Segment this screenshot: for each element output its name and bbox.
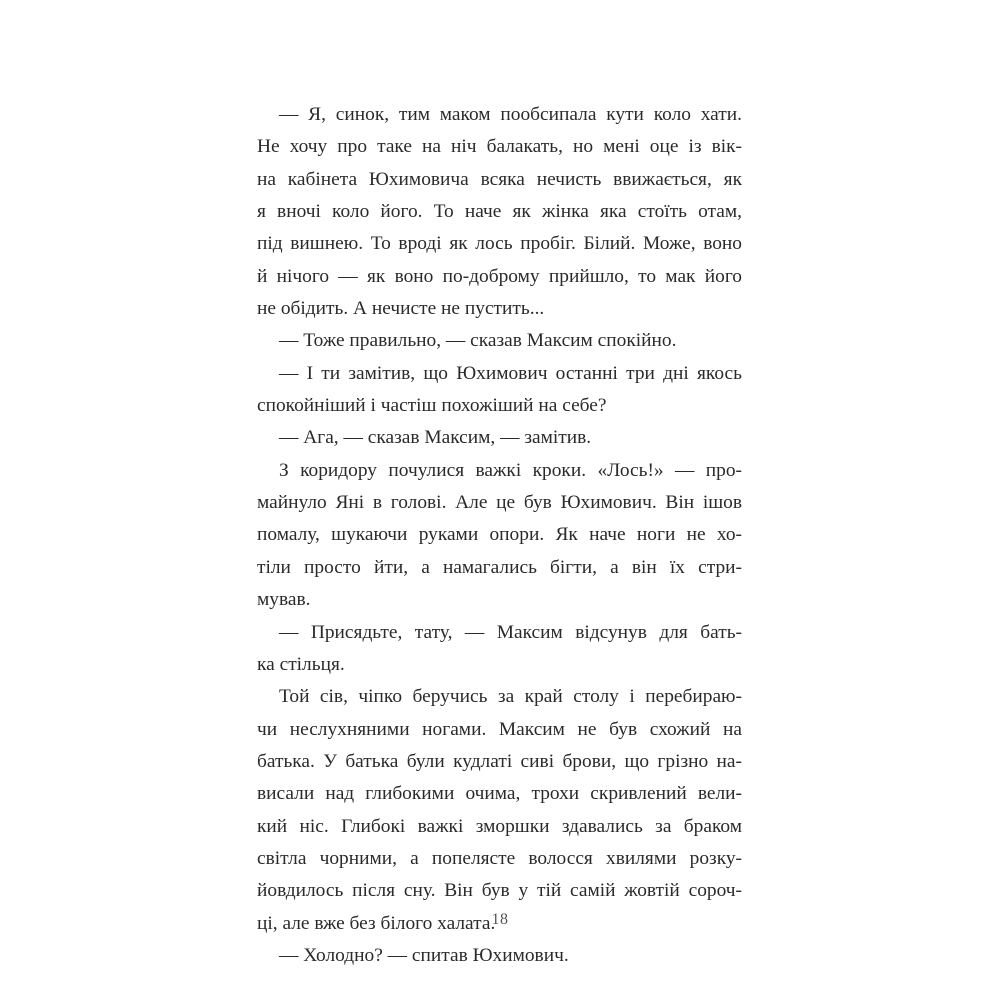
text-line: батька. У батька були кудлаті сиві брови, що грізно на-	[257, 750, 742, 772]
text-line: я вночі коло його. То наче як жінка яка стоїть отам,	[257, 201, 742, 223]
text-line: Той сів, чіпко беручись за край столу і перебираю-	[279, 686, 742, 708]
text-line: на кабінета Юхимовича всяка нечисть ввижається, як	[257, 168, 742, 190]
text-line: майнуло Яні в голові. Але це був Юхимович. Він ішов	[257, 492, 742, 514]
body-text	[257, 99, 742, 972]
text-line: ка стільця.	[257, 653, 345, 675]
text-line: — Присядьте, тату, — Максим відсунув для бать-	[279, 621, 742, 643]
text-line: висали над глибокими очима, трохи скривлений вели-	[257, 783, 742, 805]
text-line: спокойніший і частіш похожіший на себе?	[257, 395, 607, 417]
text-line: — І ти замітив, що Юхимович останні три дні якось	[279, 362, 742, 384]
text-line: Не хочу про таке на ніч балакать, но мені оце із вік-	[257, 136, 742, 158]
text-line: під вишнею. То вроді як лось пробіг. Білий. Може, воно	[257, 233, 742, 255]
text-line: не обідить. А нечисте не пустить...	[257, 298, 545, 320]
text-line: мував.	[257, 589, 311, 611]
text-line: — Ага, — сказав Максим, — замітив.	[279, 427, 592, 449]
page-number: 18	[491, 911, 509, 928]
text-line: ці, але вже без білого халата.	[257, 912, 496, 934]
text-line: помалу, шукаючи руками опори. Як наче ноги не хо-	[257, 524, 742, 546]
text-line: — Тоже правильно, — сказав Максим спокійно.	[279, 330, 677, 352]
text-line: — Холодно? — спитав Юхимович.	[279, 944, 569, 966]
text-line: — Я, синок, тим маком пообсипала кути коло хати.	[279, 104, 742, 125]
text-line: чи неслухняними ногами. Максим не був схожий на	[257, 718, 742, 740]
text-line: й нічого — як воно по-доброму прийшло, то мак його	[257, 265, 742, 287]
text-line: йовдилось після сну. Він був у тій самій жовтій сороч-	[257, 880, 742, 902]
text-line: світла чорними, а попелясте волосся хвилями розку-	[257, 847, 742, 869]
text-line: кий ніс. Глибокі важкі зморшки здавались за браком	[257, 815, 742, 837]
text-line: тіли просто йти, а намагались бігти, а він їх стри-	[257, 556, 742, 578]
text-line: З коридору почулися важкі кроки. «Лось!» — про-	[279, 459, 742, 481]
